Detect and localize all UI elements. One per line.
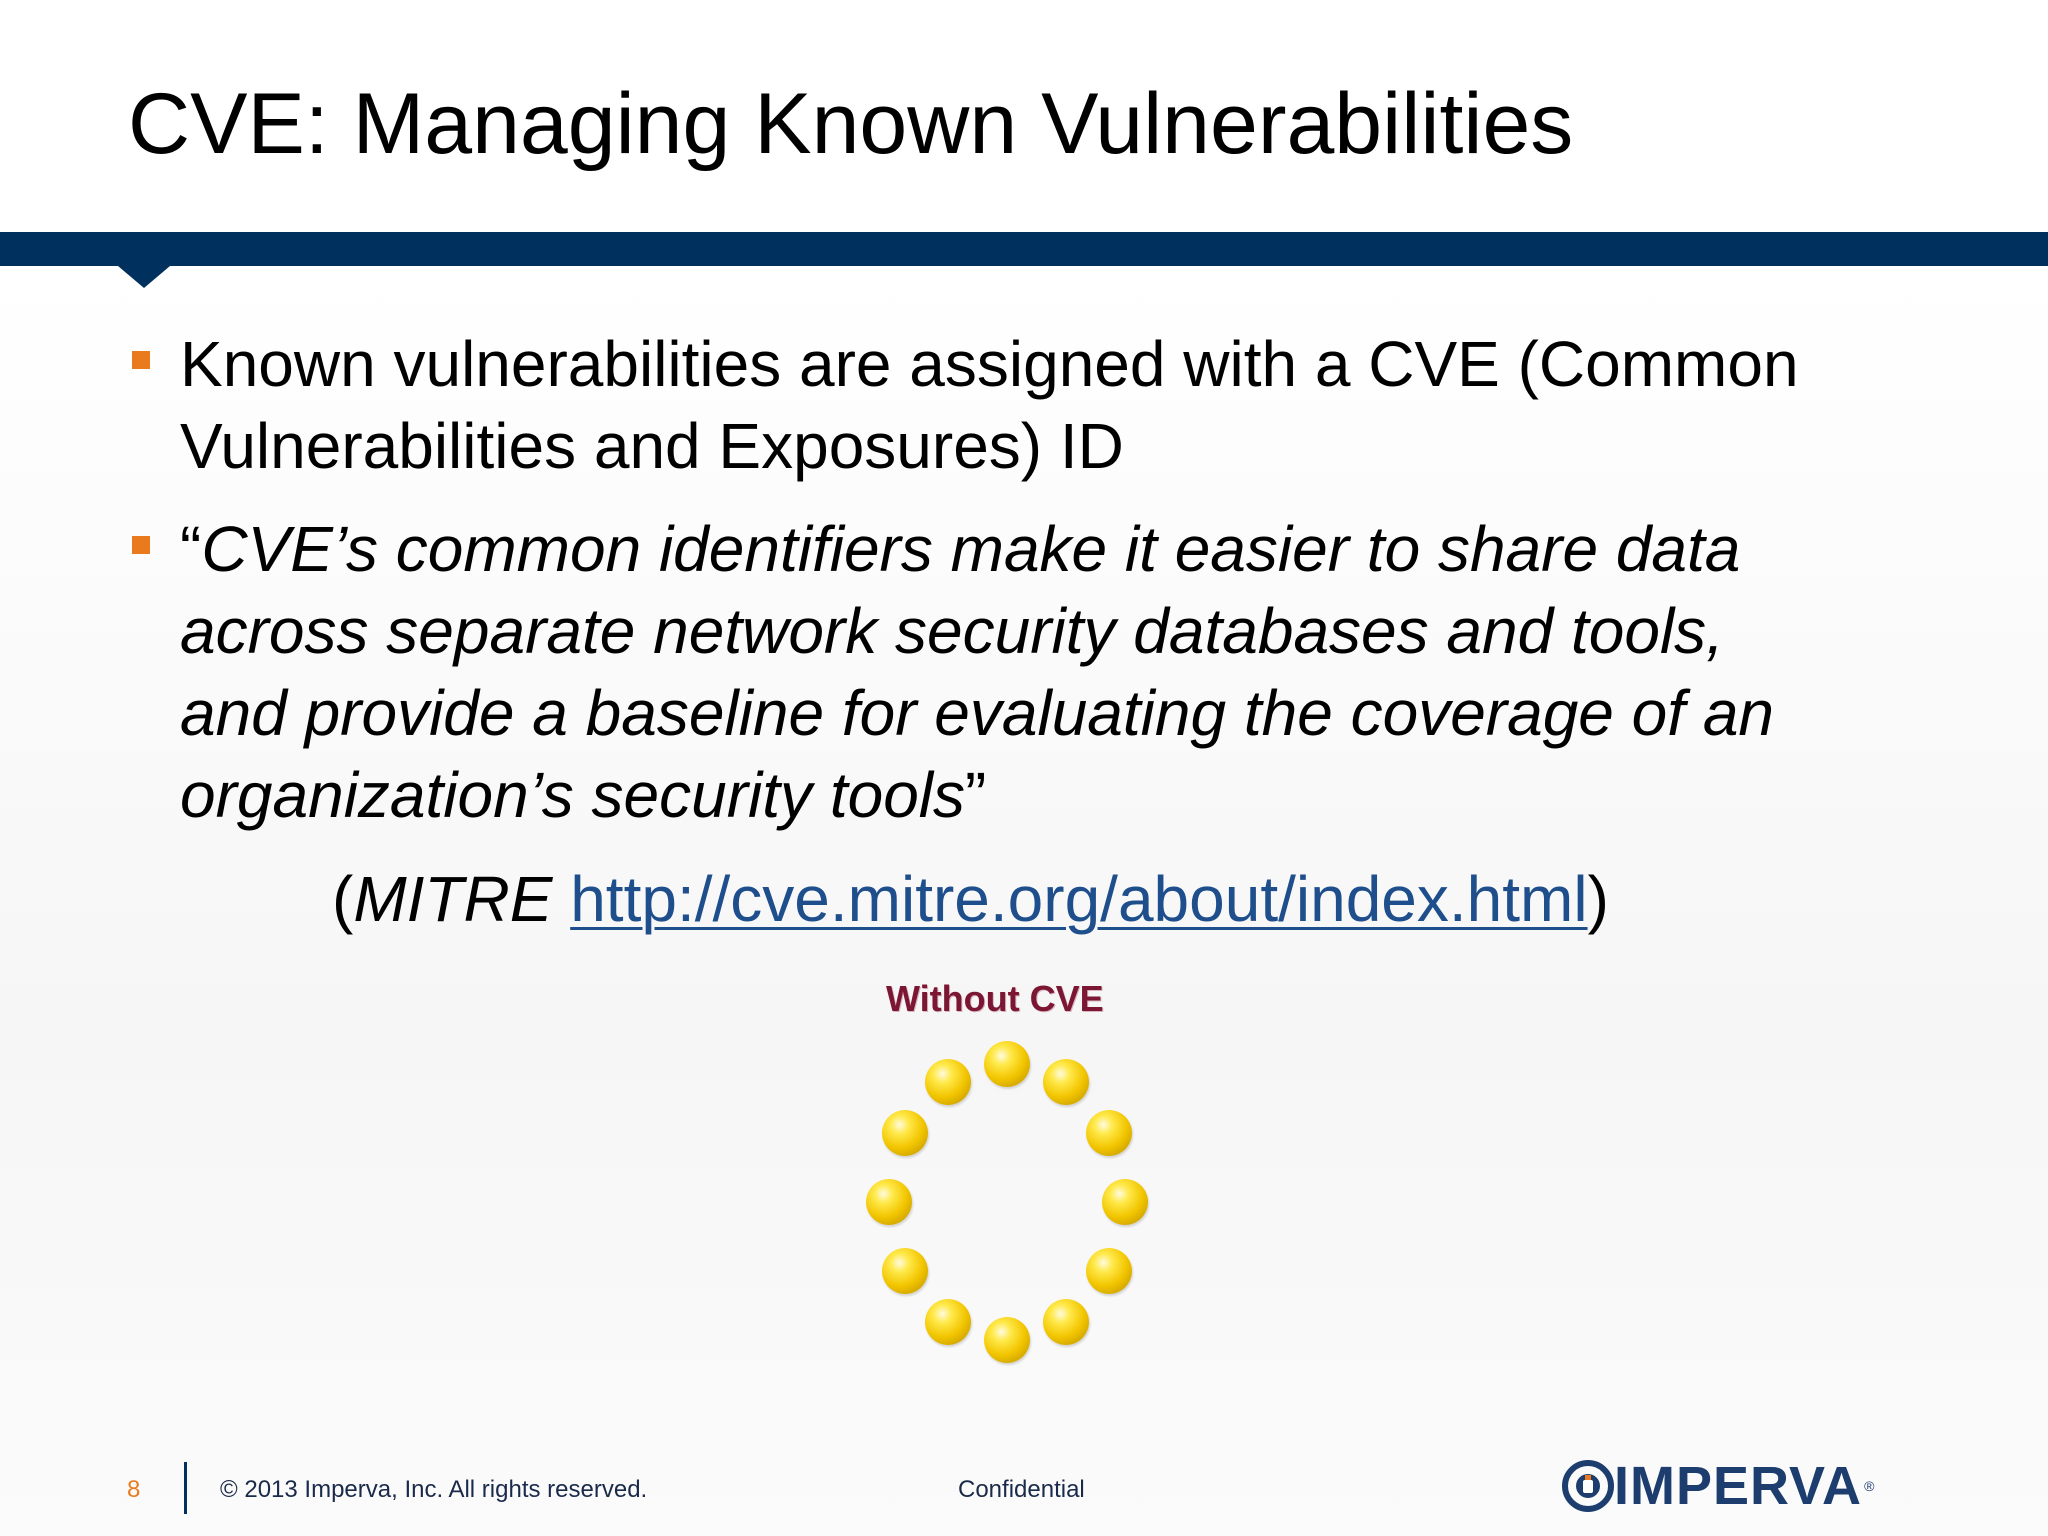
diagram-node bbox=[925, 1299, 971, 1345]
citation bbox=[332, 858, 1609, 940]
citation-link[interactable]: http://cve.mitre.org/about/index.html bbox=[570, 863, 1588, 935]
quote-line bbox=[180, 754, 2000, 836]
bullet-square-icon bbox=[132, 351, 150, 369]
bullet-square-icon bbox=[132, 536, 150, 554]
diagram-node bbox=[984, 1041, 1030, 1087]
diagram-node bbox=[1102, 1179, 1148, 1225]
open-quote: “ bbox=[180, 513, 202, 585]
diagram-node bbox=[984, 1317, 1030, 1363]
bullet-text-2 bbox=[180, 508, 2000, 836]
quote-line: across separate network security databases and tools, bbox=[180, 595, 1724, 667]
imperva-logo bbox=[1562, 1456, 1874, 1516]
diagram-node bbox=[1086, 1110, 1132, 1156]
quote-line: and provide a baseline for evaluating the coverage of an bbox=[180, 677, 1774, 749]
registered-mark: ® bbox=[1864, 1478, 1875, 1494]
citation-open-paren: ( bbox=[332, 863, 354, 935]
confidential-label: Confidential bbox=[958, 1476, 1085, 1503]
slide-title: CVE: Managing Known Vulnerabilities bbox=[128, 76, 1574, 172]
diagram-node bbox=[1043, 1299, 1089, 1345]
bullet-line: Vulnerabilities and Exposures) ID bbox=[180, 410, 1124, 482]
footer-divider bbox=[184, 1462, 187, 1514]
page-number: 8 bbox=[127, 1476, 141, 1503]
quote-line bbox=[180, 508, 2000, 590]
bullet-item-2 bbox=[130, 508, 2000, 836]
citation-source: MITRE bbox=[353, 863, 553, 935]
diagram-node bbox=[866, 1179, 912, 1225]
diagram-node bbox=[882, 1248, 928, 1294]
title-band bbox=[0, 232, 2048, 266]
imperva-logo-icon bbox=[1562, 1460, 1614, 1512]
close-quote: ” bbox=[965, 759, 987, 831]
diagram-title: Without CVE bbox=[886, 978, 1104, 1019]
diagram-node bbox=[1086, 1248, 1132, 1294]
quote-text: organization’s security tools bbox=[180, 759, 965, 831]
bullet-text-1 bbox=[180, 323, 2000, 487]
bullet-line: Known vulnerabilities are assigned with a CVE (Common bbox=[180, 328, 1799, 400]
quote-text: CVE’s common identifiers make it easier to share data bbox=[201, 513, 1741, 585]
title-band-notch bbox=[118, 266, 170, 288]
diagram-node bbox=[882, 1110, 928, 1156]
copyright-text: © 2013 Imperva, Inc. All rights reserved. bbox=[220, 1476, 648, 1503]
citation-close-paren: ) bbox=[1587, 863, 1609, 935]
bullet-item-1 bbox=[130, 323, 2000, 487]
diagram-node bbox=[925, 1059, 971, 1105]
diagram-node bbox=[1043, 1059, 1089, 1105]
logo-wordmark: IMPERVA bbox=[1614, 1456, 1863, 1516]
